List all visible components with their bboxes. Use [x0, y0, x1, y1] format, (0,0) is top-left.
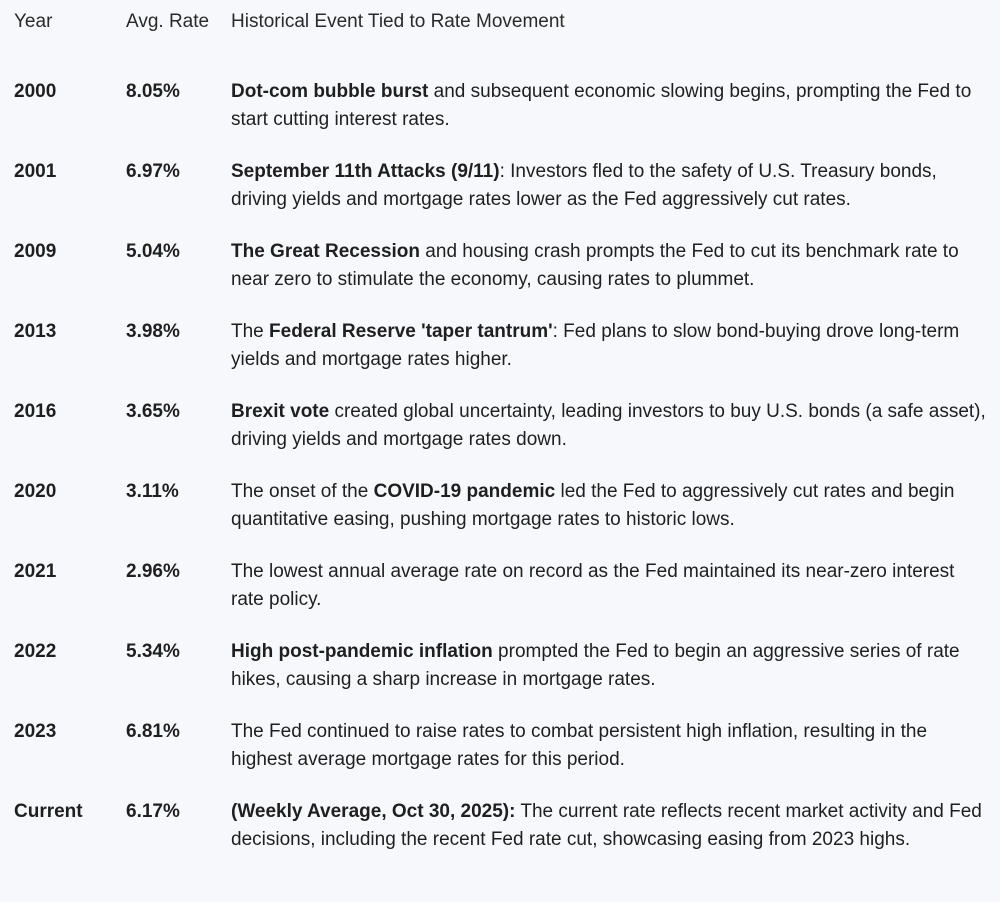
event-highlight: Dot-com bubble burst: [231, 81, 429, 102]
table-row: [0, 558, 1000, 638]
event-highlight: (Weekly Average, Oct 30, 2025):: [231, 801, 516, 822]
table-header: [0, 0, 1000, 64]
table-row: [0, 78, 1000, 158]
header-avg-rate: Avg. Rate: [126, 11, 210, 32]
event-cell: [217, 638, 1000, 718]
event-cell: [217, 398, 1000, 478]
event-text-before: The lowest annual average rate on record as the Fed maintained its near-zero interest rate policy.: [231, 561, 955, 610]
event-highlight: Brexit vote: [231, 401, 330, 422]
event-highlight: COVID-19 pandemic: [373, 481, 556, 502]
event-highlight: High post-pandemic inflation: [231, 641, 493, 662]
table-row: [0, 718, 1000, 798]
event-cell: [217, 798, 1000, 894]
event-cell: [217, 158, 1000, 238]
rate-cell: 6.81%: [126, 721, 180, 742]
event-highlight: Federal Reserve 'taper tantrum': [269, 321, 553, 342]
year-cell: 2001: [14, 161, 57, 182]
event-text-after: prompted the Fed to begin an aggressive series of rate hikes, causing a sharp increase in mortgage rates.: [231, 641, 960, 690]
table-row: [0, 158, 1000, 238]
year-cell: 2023: [14, 721, 57, 742]
year-cell: 2009: [14, 241, 57, 262]
event-text-after: : Fed plans to slow bond-buying drove long-term yields and mortgage rates higher.: [231, 321, 960, 370]
year-cell: 2021: [14, 561, 57, 582]
event-text-after: The current rate reflects recent market activity and Fed decisions, including the recent Fed rate cut, showcasing easing from 2023 highs.: [231, 801, 982, 850]
rate-cell: 5.04%: [126, 241, 180, 262]
rate-cell: 6.97%: [126, 161, 180, 182]
table-row: [0, 318, 1000, 398]
rate-cell: 3.11%: [126, 481, 179, 502]
event-highlight: The Great Recession: [231, 241, 421, 262]
table-row: [0, 638, 1000, 718]
year-cell: 2022: [14, 641, 57, 662]
header-event: Historical Event Tied to Rate Movement: [231, 11, 565, 32]
year-cell: 2016: [14, 401, 57, 422]
rate-cell: 6.17%: [126, 801, 180, 822]
table-row: [0, 798, 1000, 894]
year-cell: 2013: [14, 321, 57, 342]
table-row: [0, 478, 1000, 558]
rate-cell: 2.96%: [126, 561, 180, 582]
event-cell: [217, 558, 1000, 638]
event-text-after: and subsequent economic slowing begins, prompting the Fed to start cutting interest rates.: [231, 81, 972, 130]
year-cell: 2000: [14, 81, 57, 102]
event-text-after: and housing crash prompts the Fed to cut its benchmark rate to near zero to stimulate the economy, causing rates to plummet.: [231, 241, 959, 290]
year-cell: Current: [14, 801, 83, 822]
event-text-after: : Investors fled to the safety of U.S. Treasury bonds, driving yields and mortgage rates lower as the Fed aggressively cut rates.: [231, 161, 937, 210]
event-text-before: The onset of the: [231, 481, 374, 502]
event-cell: [217, 238, 1000, 318]
year-cell: 2020: [14, 481, 57, 502]
event-cell: [217, 78, 1000, 158]
event-text-after: led the Fed to aggressively cut rates and begin quantitative easing, pushing mortgage rates to historic lows.: [231, 481, 955, 530]
table-body: [0, 64, 1000, 894]
rate-cell: 5.34%: [126, 641, 180, 662]
event-cell: [217, 478, 1000, 558]
event-text-after: created global uncertainty, leading investors to buy U.S. bonds (a safe asset), driving yields and mortgage rates down.: [231, 401, 986, 450]
header-year: Year: [14, 11, 53, 32]
table-row: [0, 238, 1000, 318]
event-highlight: September 11th Attacks (9/11): [231, 161, 500, 182]
event-cell: [217, 718, 1000, 798]
event-text-before: The Fed continued to raise rates to combat persistent high inflation, resulting in the highest average mortgage rates for this period.: [231, 721, 928, 770]
table-row: [0, 398, 1000, 478]
rate-cell: 8.05%: [126, 81, 180, 102]
rate-cell: 3.65%: [126, 401, 180, 422]
event-text-before: The: [231, 321, 270, 342]
rate-cell: 3.98%: [126, 321, 180, 342]
event-cell: [217, 318, 1000, 398]
